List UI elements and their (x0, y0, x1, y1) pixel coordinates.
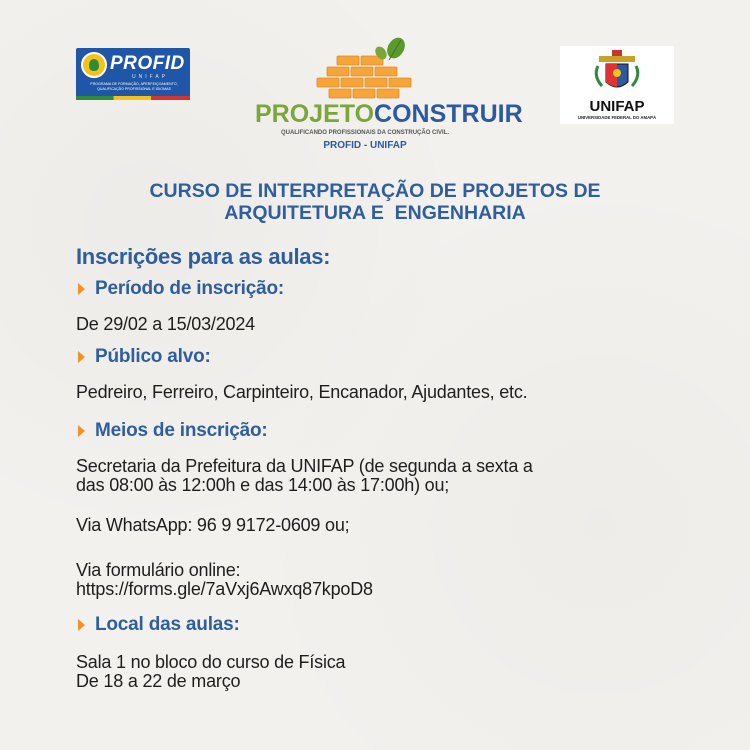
means-whatsapp: Via WhatsApp: 96 9 9172-0609 ou; (76, 515, 350, 535)
profid-logo (76, 48, 190, 100)
period-value: De 29/02 a 15/03/2024 (76, 314, 255, 334)
profid-emblem-icon (81, 52, 107, 78)
location-section-label (76, 614, 240, 636)
arrow-right-icon (78, 283, 85, 295)
projeto-construir-title-part1: PROJETO (255, 100, 375, 128)
means-office-line2: das 08:00 às 12:00h e das 14:00 às 17:00h) ou; (76, 475, 450, 495)
course-title (60, 180, 690, 224)
audience-section-label (76, 346, 211, 368)
unifap-crest-icon (560, 46, 674, 98)
unifap-logo-name: UNIFAP (589, 98, 645, 115)
arrow-right-icon (78, 425, 85, 437)
period-label: Período de inscrição: (95, 278, 285, 299)
audience-value: Pedreiro, Ferreiro, Carpinteiro, Encanador, Ajudantes, etc. (76, 382, 528, 402)
means-label: Meios de inscrição: (95, 420, 268, 441)
location-line2: De 18 a 22 de março (76, 671, 241, 691)
means-section-label (76, 420, 268, 442)
projeto-construir-title-part2: CONSTRUIR (374, 100, 523, 128)
profid-logo-title: PROFID (110, 53, 185, 74)
brick-wall-icon (255, 36, 475, 100)
audience-label: Público alvo: (95, 346, 211, 367)
profid-stripes (76, 96, 190, 100)
projeto-construir-logo (255, 36, 523, 160)
means-form-line1: Via formulário online: (76, 560, 241, 580)
arrow-right-icon (78, 351, 85, 363)
projeto-construir-subtitle: PROFID - UNIFAP (323, 140, 407, 151)
course-title-line2: ARQUITETURA E ENGENHARIA (224, 202, 526, 224)
enrollment-heading: Inscrições para as aulas: (76, 244, 331, 269)
unifap-logo-full-name: UNIVERSIDADE FEDERAL DO AMAPÁ (577, 115, 657, 120)
location-text (76, 653, 345, 691)
unifap-logo (560, 46, 674, 124)
projeto-construir-tagline: QUALIFICANDO PROFISSIONAIS DA CONSTRUÇÃO CIVIL. (280, 130, 450, 136)
projeto-construir-title (255, 100, 523, 129)
location-label: Local das aulas: (95, 614, 240, 635)
means-form-text (76, 561, 373, 599)
means-form-url-link[interactable]: https://forms.gle/7aVxj6Awxq87kpoD8 (76, 579, 373, 599)
profid-logo-subtitle: UNIFAP (132, 74, 169, 80)
location-line1: Sala 1 no bloco do curso de Física (76, 652, 346, 672)
course-title-line1: CURSO DE INTERPRETAÇÃO DE PROJETOS DE (149, 180, 601, 202)
profid-logo-description: PROGRAMA DE FORMAÇÃO, APERFEIÇOAMENTO, QUALIFICAÇÃO PROFISSIONAL E IDIOMAS (90, 82, 178, 91)
means-office-line1: Secretaria da Prefeitura da UNIFAP (de segunda a sexta a (76, 456, 533, 476)
period-section-label (76, 278, 284, 300)
means-office-text (76, 457, 533, 495)
arrow-right-icon (78, 619, 85, 631)
